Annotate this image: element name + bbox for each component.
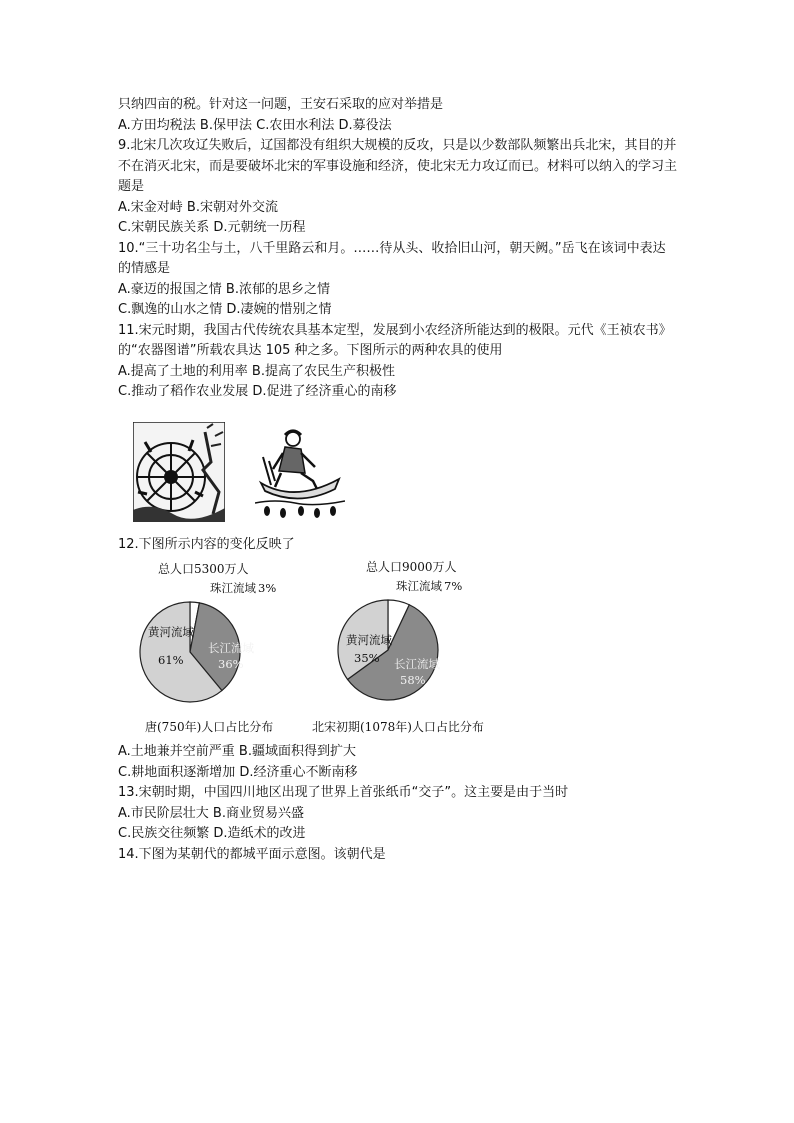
q12-stem: 12.下图所示内容的变化反映了 <box>118 537 295 552</box>
slice-value-zhujiang: 3% <box>258 581 277 595</box>
slice-label-zhujiang: 珠江流域 <box>210 581 256 595</box>
chart1-total-label: 总人口5300万人 <box>158 562 249 576</box>
questions-upper <box>118 95 678 403</box>
q8-stem-tail: 只纳四亩的税。针对这一问题，王安石采取的应对举措是 <box>118 97 444 112</box>
waterwheel-image <box>133 422 225 522</box>
slice-value-huanghe: 61% <box>158 653 184 667</box>
pie-chart-tang <box>138 580 308 715</box>
slice-label-huanghe: 黄河流域 <box>346 633 392 647</box>
q11-stem: 11.宋元时期，我国古代传统农具基本定型，发展到小农经济所能达到的极限。元代《王祯农书》的“农器图谱”所载农具达 105 种之多。下图所示的两种农具的使用 <box>118 322 672 358</box>
seedling-boat-image <box>255 423 345 523</box>
q13-stem: 13.宋朝时期，中国四川地区出现了世界上首张纸币“交子”。这主要是由于当时 <box>118 785 569 800</box>
q14-stem: 14.下图为某朝代的都城平面示意图。该朝代是 <box>118 846 386 862</box>
q12-options-ab: A.土地兼并空前严重 B.疆域面积得到扩大 <box>118 744 356 759</box>
q13-options-cd: C.民族交往频繁 D.造纸术的改进 <box>118 826 306 841</box>
slice-value-huanghe: 35% <box>354 651 380 665</box>
slice-label-zhujiang: 珠江流域 <box>396 579 442 593</box>
slice-value-changjiang: 58% <box>400 673 426 687</box>
q9-options-ab: A.宋金对峙 B.宋朝对外交流 <box>118 199 278 215</box>
q10-options-ab: A.豪迈的报国之情 B.浓郁的思乡之情 <box>118 281 330 297</box>
chart2-caption: 北宋初期(1078年)人口占比分布 <box>312 720 484 734</box>
slice-label-huanghe: 黄河流域 <box>148 625 194 639</box>
slice-label-changjiang: 长江流域 <box>208 641 254 655</box>
q10-options-cd: C.飘逸的山水之情 D.凄婉的惜别之情 <box>118 302 332 317</box>
q13-options-ab: A.市民阶层壮大 B.商业贸易兴盛 <box>118 805 304 821</box>
slice-value-changjiang: 36% <box>218 657 244 671</box>
slice-label-changjiang: 长江流域 <box>394 657 440 671</box>
q11-options-ab: A.提高了土地的利用率 B.提高了农民生产积极性 <box>118 363 395 379</box>
q9-stem: 9.北宋几次攻辽失败后，辽国都没有组织大规模的反攻，只是以少数部队频繁出兵北宋，其目的并不在消灭北宋，而是要破坏北宋的军事设施和经济，使北宋无力攻辽而已。材料可以纳入的学习主题是 <box>118 138 678 194</box>
q8-options: A.方田均税法 B.保甲法 C.农田水利法 D.募役法 <box>118 117 392 133</box>
q12-options-cd: C.耕地面积逐渐增加 D.经济重心不断南移 <box>118 764 358 780</box>
q10-stem: 10.“三十功名尘与土，八千里路云和月。……待从头、收拾旧山河，朝天阙。”岳飞在该词中表达的情感是 <box>118 240 666 276</box>
questions-lower <box>118 742 678 865</box>
pie-chart-song <box>336 578 506 713</box>
chart2-total-label: 总人口9000万人 <box>366 560 457 574</box>
q12-stem-block <box>118 535 678 556</box>
chart1-caption: 唐(750年)人口占比分布 <box>145 720 274 734</box>
slice-value-zhujiang: 7% <box>444 579 463 593</box>
q11-options-cd: C.推动了稻作农业发展 D.促进了经济重心的南移 <box>118 384 397 399</box>
q9-options-cd: C.宋朝民族关系 D.元朝统一历程 <box>118 220 306 235</box>
